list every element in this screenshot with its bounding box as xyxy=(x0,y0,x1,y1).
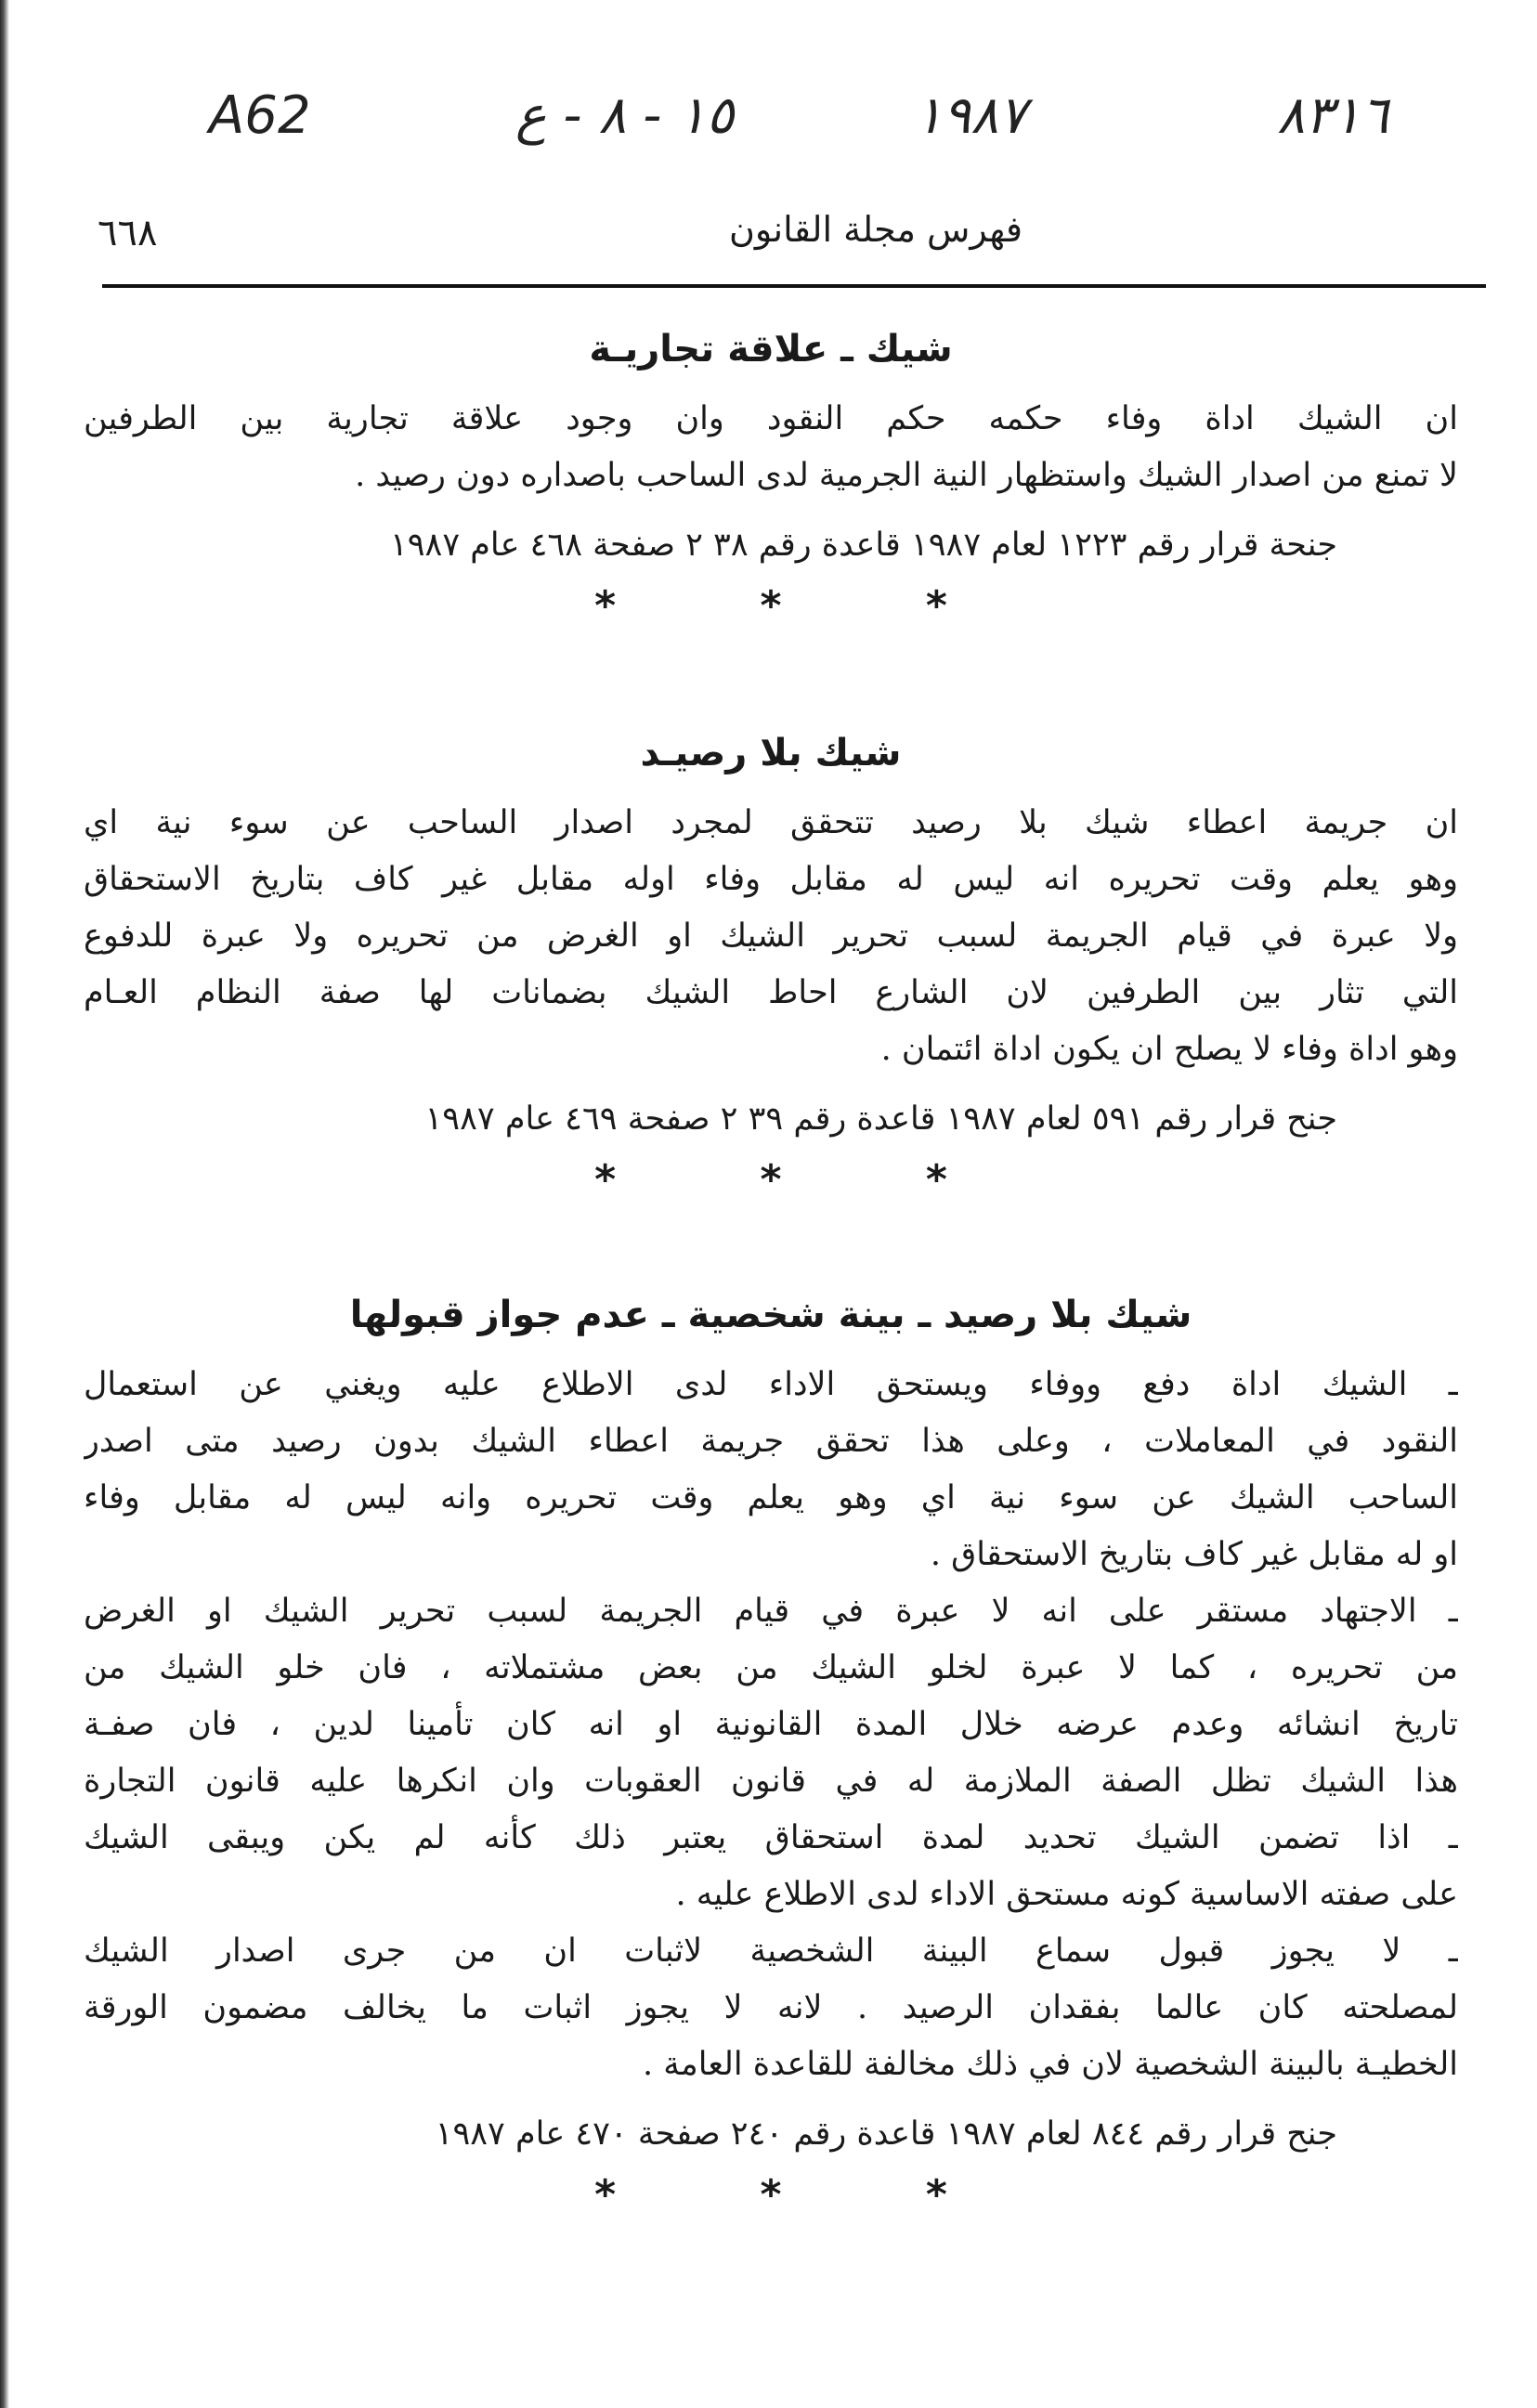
body-line: ـ الاجتهاد مستقر على انه لا عبرة في قيام الجريمة لسبب تحرير الشيك او الغرض xyxy=(84,1593,1458,1630)
body-line: من تحريره ، كما لا عبرة لخلو الشيك من بعض مشتملاته ، فان خلو الشيك من xyxy=(84,1649,1458,1686)
body-line: النقود في المعاملات ، وعلى هذا تحقق جريمة اعطاء الشيك بدون رصيد متى اصدر xyxy=(84,1423,1458,1460)
handwritten-note-date: ١٥ - ٨ - ع xyxy=(515,85,735,146)
body-line: لمصلحته كان عالما بفقدان الرصيد . لانه لا يجوز اثبات ما يخالف مضمون الورقة xyxy=(84,1989,1458,2026)
body-line: ـ الشيك اداة دفع ووفاء ويستحق الاداء لدى الاطلاع عليه ويغني عن استعمال xyxy=(84,1366,1458,1403)
body-line: ـ لا يجوز قبول سماع البينة الشخصية لاثبات ان من جرى اصدار الشيك xyxy=(84,1933,1458,1970)
separator-stars: * * * xyxy=(594,2171,1012,2219)
body-line: التي تثار بين الطرفين لان الشارع احاط الشيك بضمانات لها صفة النظام العـام xyxy=(84,974,1458,1011)
body-line: تاريخ انشائه وعدم عرضه خلال المدة القانونية او انه كان تأمينا لدين ، فان صفـة xyxy=(84,1706,1458,1743)
header-rule xyxy=(102,284,1486,288)
body-line: وهو اداة وفاء لا يصلح ان يكون اداة ائتمان . xyxy=(880,1031,1458,1068)
separator-stars: * * * xyxy=(594,582,1012,630)
body-line: او له مقابل غير كاف بتاريخ الاستحقاق . xyxy=(930,1536,1458,1573)
entry-citation: جنح قرار رقم ٨٤٤ لعام ١٩٨٧ قاعدة رقم ٢٤٠ صفحة ٤٧٠ عام ١٩٨٧ xyxy=(435,2115,1337,2153)
entry-title: شيك ـ علاقة تجاريـة xyxy=(589,328,953,371)
entry-commercial-relation xyxy=(84,320,1458,634)
separator-stars: * * * xyxy=(594,1156,1012,1204)
handwritten-note-year: ١٩٨٧ xyxy=(915,85,1027,146)
body-line: هذا الشيك تظل الصفة الملازمة له في قانون العقوبات وان انكرها عليه قانون التجارة xyxy=(84,1763,1458,1800)
body-line: وهو يعلم وقت تحريره انه ليس له مقابل وفاء اوله مقابل غير كاف بتاريخ الاستحقاق xyxy=(84,861,1458,898)
body-line: ـ اذا تضمن الشيك تحديد لمدة استحقاق يعتبر ذلك كأنه لم يكن ويبقى الشيك xyxy=(84,1819,1458,1856)
journal-title: فهرس مجلة القانون xyxy=(729,209,1023,250)
body-line: ان جريمة اعطاء شيك بلا رصيد تتحقق لمجرد اصدار الساحب عن سوء نية اي xyxy=(84,804,1458,841)
body-line: لا تمنع من اصدار الشيك واستظهار النية الجرمية لدى الساحب باصداره دون رصيد . xyxy=(355,457,1458,494)
entry-personal-evidence xyxy=(84,1286,1458,2223)
handwritten-note-ref: A62 xyxy=(209,85,311,146)
entry-citation: جنح قرار رقم ٥٩١ لعام ١٩٨٧ قاعدة رقم ٣٩ ٢ صفحة ٤٦٩ عام ١٩٨٧ xyxy=(424,1100,1337,1138)
body-line: ان الشيك اداة وفاء حكمه حكم النقود وان وجود علاقة تجارية بين الطرفين xyxy=(84,400,1458,437)
body-line: ولا عبرة في قيام الجريمة لسبب تحرير الشيك او الغرض من تحريره ولا عبرة للدفوع xyxy=(84,918,1458,955)
entry-title: شيك بلا رصيد ـ بينة شخصية ـ عدم جواز قبولها xyxy=(349,1294,1192,1336)
scan-edge xyxy=(0,0,9,2408)
page-number: ٦٦٨ xyxy=(98,212,158,254)
body-line: على صفته الاساسية كونه مستحق الاداء لدى الاطلاع عليه . xyxy=(675,1876,1458,1913)
body-line: الساحب الشيك عن سوء نية اي وهو يعلم وقت تحريره وانه ليس له مقابل وفاء xyxy=(84,1479,1458,1516)
entry-cheque-without-balance xyxy=(84,724,1458,1208)
entry-citation: جنحة قرار رقم ١٢٢٣ لعام ١٩٨٧ قاعدة رقم ٣٨ ٢ صفحة ٤٦٨ عام ١٩٨٧ xyxy=(389,527,1337,564)
entry-title: شيك بلا رصيـد xyxy=(640,732,902,774)
running-header xyxy=(98,195,1491,260)
body-line: الخطيـة بالبينة الشخصية لان في ذلك مخالفة للقاعدة العامة . xyxy=(642,2046,1458,2083)
handwritten-note-number: ٨٣١٦ xyxy=(1277,85,1389,146)
